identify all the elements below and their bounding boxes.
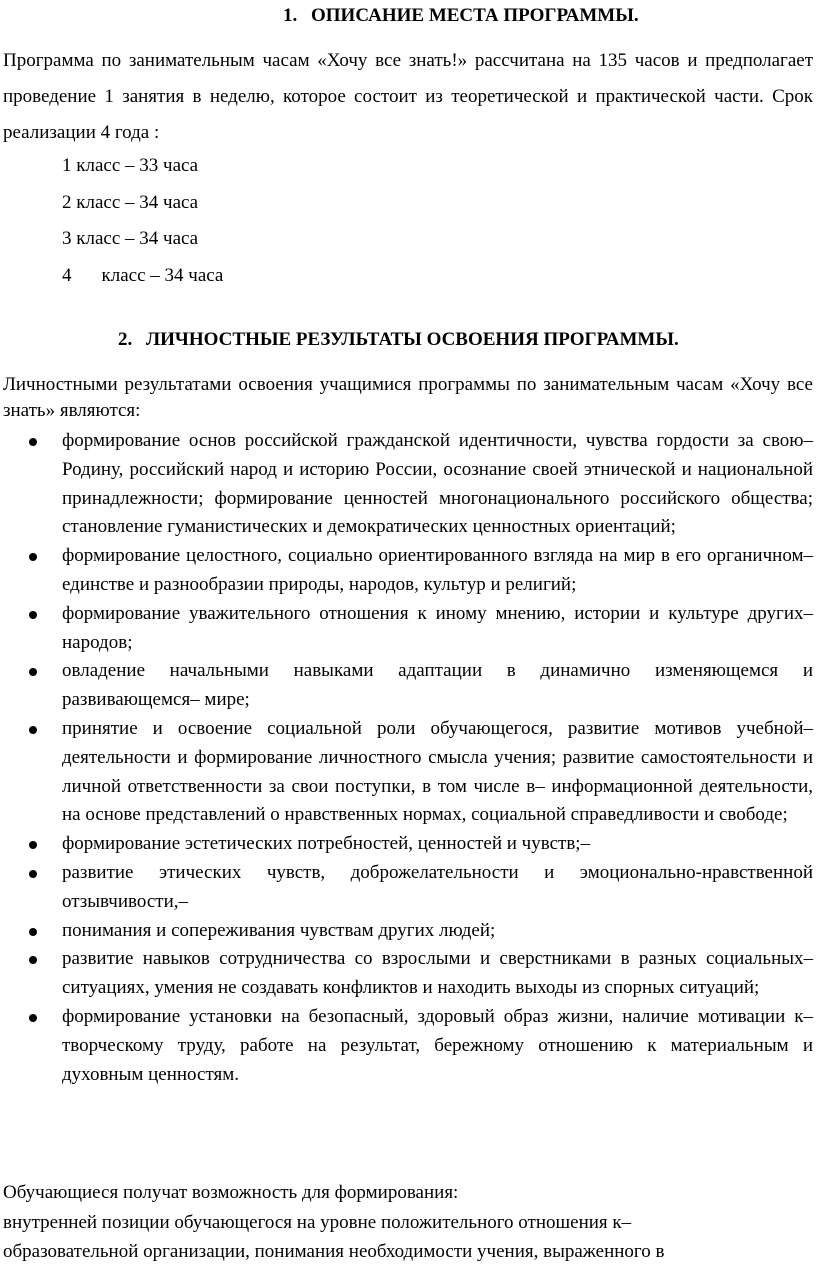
hours-list bbox=[62, 148, 223, 294]
intro-paragraph: Программа по занимательным часам «Хочу все знать!» рассчитана на 135 часов и предполагает проведение 1 занятия в неделю, которое состоит из теоретической и практической части. Срок реализации 4 года : bbox=[3, 50, 813, 143]
list-item: формирование целостного, социально ориентированного взгляда на мир в его органичном– единстве и разнообразии природы, народов, культур и религий; bbox=[0, 542, 816, 600]
list-item: формирование установки на безопасный, здоровый образ жизни, наличие мотивации к– творческому труду, работе на результат, бережному отношению к материальным и духовным ценностям. bbox=[0, 1003, 816, 1089]
list-item: овладение начальными навыками адаптации в динамично изменяющемся и развивающемся– мире; bbox=[0, 657, 816, 715]
bullet-icon bbox=[29, 1014, 37, 1022]
section-1-number: 1. bbox=[283, 5, 298, 26]
tail-line: образовательной организации, понимания необходимости учения, выраженного в bbox=[3, 1241, 665, 1262]
section-2-number: 2. bbox=[118, 329, 133, 350]
section-2-title: ЛИЧНОСТНЫЕ РЕЗУЛЬТАТЫ ОСВОЕНИЯ ПРОГРАММЫ. bbox=[146, 329, 679, 350]
list-item: развитие навыков сотрудничества со взрослыми и сверстниками в разных социальных– ситуациях, умения не создавать конфликтов и находить выходы из спорных ситуаций; bbox=[0, 945, 816, 1003]
tail-line: внутренней позиции обучающегося на уровне положительного отношения к– bbox=[3, 1212, 632, 1233]
list-item: развитие этических чувств, доброжелательности и эмоционально-нравственной отзывчивости,– bbox=[0, 859, 816, 917]
bullet-icon bbox=[29, 956, 37, 964]
section-1-heading bbox=[283, 5, 639, 27]
list-item: формирование уважительного отношения к иному мнению, истории и культуре других– народов; bbox=[0, 600, 816, 658]
bullet-icon bbox=[29, 870, 37, 878]
bullet-icon bbox=[29, 438, 37, 446]
results-intro: Личностными результатами освоения учащимися программы по занимательным часам «Хочу все знать» являются: bbox=[3, 374, 813, 421]
hours-item: 3 класс – 34 часа bbox=[62, 228, 199, 249]
list-item: принятие и освоение социальной роли обучающегося, развитие мотивов учебной– деятельности и формирование личностного смысла учения; развитие самостоятельности и личной ответственности за свои поступки, в том числе в– информационной деятельности, на основе представлений о нравственных нормах, социальной справедливости и свободе; bbox=[0, 715, 816, 830]
list-item: понимания и сопереживания чувствам других людей; bbox=[0, 917, 816, 946]
bullet-icon bbox=[29, 841, 37, 849]
tail-line: Обучающиеся получат возможность для формирования: bbox=[3, 1182, 459, 1203]
bullet-icon bbox=[29, 726, 37, 734]
hours-item: 4 класс – 34 часа bbox=[62, 264, 224, 286]
bullet-icon bbox=[29, 668, 37, 676]
list-item: формирование эстетических потребностей, ценностей и чувств;– bbox=[0, 830, 816, 859]
bullet-icon bbox=[29, 928, 37, 936]
bullet-icon bbox=[29, 553, 37, 561]
results-list bbox=[0, 427, 816, 1089]
hours-item: 2 класс – 34 часа bbox=[62, 191, 199, 213]
bullet-icon bbox=[29, 611, 37, 619]
section-1-title: ОПИСАНИЕ МЕСТА ПРОГРАММЫ. bbox=[311, 5, 639, 26]
hours-item: 1 класс – 33 часа bbox=[62, 155, 199, 176]
section-2-heading bbox=[118, 329, 679, 351]
list-item: формирование основ российской гражданской идентичности, чувства гордости за свою– Родину, российский народ и историю России, осознание своей этнической и национальной принадлежности; формирование ценностей многонационального российского общества; становление гуманистических и демократических ценностных ориентаций; bbox=[0, 427, 816, 542]
